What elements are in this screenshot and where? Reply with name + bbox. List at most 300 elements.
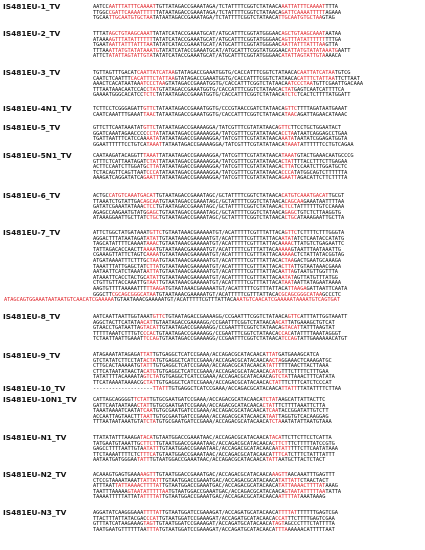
sequence-segment: AAACTCACATAATAA bbox=[93, 81, 141, 88]
target-site-segment: ATTA bbox=[146, 269, 159, 276]
sequence-label: IS481EU-5N1_TV bbox=[3, 151, 72, 160]
sequence-segment: ATAGAAATATAGAGA bbox=[93, 352, 141, 358]
target-site-segment: ATTTTAT bbox=[140, 494, 163, 501]
sequence-segment: TGTAATGGATCCGAAAGAT/ACCAGATGCATACAACA bbox=[162, 510, 279, 516]
sequence-segment: TGTGCGAATGATCCGAAA/ACCAGACGCATACAACA bbox=[152, 408, 266, 415]
sequence-segment: TCTACAGTTCAGTTAAT bbox=[93, 169, 147, 176]
target-site-segment: TTGCAATGTGCTAA bbox=[108, 15, 153, 22]
sequence-segment: TGTAATAGACCGAAATAGC/GCTATTTTCGGTCTATAACA bbox=[155, 193, 282, 199]
sequence-label: IS481EU-3_TV bbox=[3, 68, 61, 77]
sequence-segment: ATCTCAATACCATATG bbox=[293, 235, 345, 242]
sequence-segment: TATAATAGACCGAAATGGTG/CCCGTAACCGATCTATAACA bbox=[155, 106, 285, 112]
sequence-segment: TGTAATGGACCGAAATGAC/ACCAGACGCATACAACA bbox=[168, 488, 285, 495]
sequence-segment: TATAATAGACCGAAAAGGA/TATCGTTTCGTATATAACA bbox=[158, 175, 282, 182]
sequence-segment: TCCAATCTTGGATGCTC bbox=[293, 164, 348, 171]
sequence-segment: GAGTCAATCATTTTCA bbox=[293, 86, 345, 93]
sequence-segment: AATCC bbox=[93, 4, 109, 10]
target-site-segment: GTTC bbox=[143, 125, 156, 131]
sequence-segment: AAGCATTATTACTTC bbox=[278, 397, 326, 403]
target-site-segment: TAAC bbox=[143, 111, 156, 118]
sequence-segment: TCTAATTAATTGAAAT bbox=[93, 336, 144, 343]
target-site-segment: GTTC bbox=[287, 314, 301, 320]
sequence-segment: GATTCAATAATAAA bbox=[93, 402, 137, 409]
sequence-segment: AAAGATCAGGATATCA bbox=[93, 175, 144, 182]
sequence-segment: TATAATAGACCGAAAAGGA/TATCGTTTCGTATATAACA bbox=[158, 158, 282, 165]
sequence-segment: TGTAATGGACCGAAATAAC/ACCAGACGCATACAACA bbox=[149, 457, 266, 464]
target-site-segment: CCAC bbox=[143, 330, 156, 337]
sequence-segment: GATGAAAGCATCA bbox=[278, 352, 320, 358]
sequence-segment: TGTGCGAATGATCCGAAA/ACCAGACGCATACAACA bbox=[152, 413, 266, 420]
sequence-segment: TATGGCAGTCTTTTTTA bbox=[293, 169, 348, 176]
sequence-segment: TATATCATACCGAAATGCAT/ATGCATTTCGGTATGGGAAC bbox=[152, 36, 282, 43]
sequence-segment: TGTGAGGCTCATCCGAAA/ACCAGACGCATACAACA bbox=[155, 368, 269, 375]
sequence-segment: TGTAATGGACCGAAATAAC/ACCAGACGCATACAACA bbox=[158, 446, 276, 453]
target-site-segment: TATTAAAACTTTTAT bbox=[278, 483, 326, 490]
sequence-segment: TGTAATGGACCGAAATGAC/ACCAGACGCATACAACA bbox=[162, 477, 279, 484]
sequence-segment: TATTGAAAAAACATGT bbox=[297, 336, 348, 343]
target-site-segment: AATA bbox=[281, 136, 294, 143]
target-site-segment: TAAC bbox=[284, 111, 298, 118]
sequence-segment: GTATAGACCGAAATGGTG/CACCATTTCGGTCTATAACA bbox=[165, 81, 288, 88]
target-site-segment: TTTA bbox=[146, 526, 159, 533]
target-site-segment: TTTTAT bbox=[143, 510, 163, 516]
target-site-segment: TATTATT bbox=[140, 477, 163, 484]
target-site-segment: TCAA bbox=[140, 408, 153, 415]
target-site-segment: TAAAT bbox=[281, 153, 298, 159]
sequence-segment: GTACTGAAACAATGCCCG bbox=[297, 153, 354, 159]
target-site-segment: CTTCT bbox=[140, 440, 156, 447]
target-site-segment: GTCTA bbox=[271, 374, 288, 381]
sequence-segment: GTTCTTCAATAAATAT bbox=[93, 125, 144, 131]
sequence-line bbox=[93, 176, 347, 182]
sequence-segment: TTTCTTCAATATAAA bbox=[290, 446, 338, 453]
sequence-segment: AGCCCTTTCTATTTTA bbox=[284, 521, 335, 528]
sequence-segment: TTTTAACTTACTTAAA bbox=[278, 363, 329, 370]
sequence-segment: TGTAATAGACCGAAAAGG/CCGAATTTCGGTCTATAACA bbox=[158, 325, 282, 332]
target-site-segment: CCCA bbox=[281, 169, 294, 176]
target-site-segment: ATAT bbox=[281, 235, 294, 242]
target-site-segment: AATTATTTCAAAAT bbox=[281, 4, 326, 10]
sequence-segment: CTGTTGTTACCAAATTG bbox=[93, 280, 147, 287]
sequence-segment: AATAATTCATCTAAATA bbox=[93, 269, 147, 276]
sequence-segment: TGTAATAAACGAAAAATGT/ACATTTTTCGTTTATTACA bbox=[158, 258, 282, 264]
target-site-segment: ACTA bbox=[268, 357, 282, 364]
sequence-segment: ACAAAGTGAGTGAAA bbox=[93, 472, 141, 478]
target-site-segment: TACA bbox=[140, 435, 153, 441]
sequence-segment: TGCGT bbox=[328, 193, 345, 199]
sequence-segment: ATTTATTGGTAAATT bbox=[300, 314, 348, 320]
sequence-segment: GTTA bbox=[325, 42, 338, 49]
target-site-segment: GAATT bbox=[281, 175, 298, 182]
sequence-segment: ATATTTTAAATAGGGT bbox=[290, 330, 342, 337]
target-site-segment: ATAGCAGTGGAAATAATAATGTCAACATCGAAAAA bbox=[4, 297, 114, 304]
sequence-line bbox=[93, 113, 347, 119]
sequence-line bbox=[93, 93, 350, 99]
target-site-segment: CTAT bbox=[262, 402, 276, 409]
target-site-segment: GTTC bbox=[284, 106, 298, 112]
sequence-segment: AAAG bbox=[325, 483, 338, 490]
sequence-segment: CAATCAAATTTGAAAT bbox=[93, 111, 144, 118]
sequence-segment: GATTAATTCAATA bbox=[306, 286, 348, 292]
target-site-segment: AAAC bbox=[146, 241, 159, 248]
sequence-segment: TGTAATAAACGAAAAATGT/ACATTTTTCGTTTATTACA bbox=[158, 274, 282, 281]
sequence-segment: AAGTGTTTTAAAAATTT bbox=[93, 286, 147, 292]
target-site-segment: TTAT bbox=[140, 352, 153, 358]
sequence-segment: TTGGC bbox=[93, 9, 109, 16]
sequence-segment: AGGCTACTTCATATA bbox=[93, 319, 141, 326]
target-site-segment: TCTC bbox=[143, 92, 156, 99]
sequence-segment: AGAAA bbox=[325, 9, 342, 16]
sequence-segment: TAAATAAAATCAATA bbox=[93, 408, 141, 415]
target-site-segment: TATT bbox=[265, 457, 279, 464]
sequence-segment: TGTAATGGACCGAAATGAC/ACCAGACGCATACAACA bbox=[162, 494, 279, 501]
target-site-segment: CATGTCAAATGACAT bbox=[281, 193, 329, 199]
target-site-segment: AAAA bbox=[146, 252, 159, 259]
sequence-segment: TGTAATAGACCGAAATAGC/GCTATTTTCGGTCTATAACA bbox=[158, 215, 285, 222]
target-site-segment: TCCAG bbox=[143, 336, 159, 343]
sequence-segment: TTTAATAATAAATGTA bbox=[93, 419, 144, 426]
target-site-segment: GTTC bbox=[152, 314, 166, 320]
sequence-segment: TTTACCTTTCTTGAGAA bbox=[293, 158, 348, 165]
target-site-segment: AAAA bbox=[143, 246, 156, 253]
sequence-segment: TATGAAAGCTGTCAT bbox=[287, 319, 335, 326]
target-site-segment: GTAATATTTTTAA bbox=[127, 488, 169, 495]
target-site-segment: AGCTGTAAGCAAAT bbox=[281, 31, 326, 37]
sequence-segment: TGTGAGGCTCATCCGAAA/ACCAGACGCATACAACA bbox=[155, 357, 269, 364]
sequence-segment: TATATCATACCGAAATGCAT/ATGCATTTCGGTATGGGAAC bbox=[152, 42, 282, 49]
target-site-segment: CTTA bbox=[146, 263, 159, 270]
sequence-segment: TGTAATAAACGAAAAATGT/ACATTTTTCGTTTATTACA bbox=[155, 246, 279, 253]
sequence-segment: GACTGAATGCAAAGA bbox=[293, 258, 342, 264]
sequence-segment: TGTAATGGACCGAAATGAC/ACCAGACGCATACAACA bbox=[155, 472, 272, 478]
sequence-label: IS481EU-1_TV bbox=[3, 2, 61, 11]
target-site-segment: CACATTTCTATTAA bbox=[130, 75, 175, 82]
target-site-segment: CTAT bbox=[143, 380, 156, 386]
target-site-segment: CATG bbox=[268, 368, 282, 375]
sequence-segment: ATAAAGGAATTGCTTAT bbox=[93, 215, 147, 222]
sequence-segment: CAATCTCAATTT bbox=[93, 75, 131, 82]
sequence-segment: TGTGAGGCTCATCCGAAA/ACCAGACGCATACAACA bbox=[168, 386, 282, 392]
sequence-segment: TATTTAAGTAT bbox=[300, 325, 335, 332]
target-site-segment: ATAT bbox=[146, 274, 159, 281]
target-site-segment: CTAT bbox=[268, 380, 282, 386]
target-site-segment: CTAT bbox=[281, 86, 294, 93]
sequence-segment: TTATGTCTGAGAATTC bbox=[293, 241, 345, 248]
sequence-label: IS481EU-10_TV bbox=[3, 384, 66, 393]
sequence-segment: TGTTCGAATTGACAAA bbox=[312, 81, 363, 88]
target-site-segment: GTAATATTTTTAA bbox=[284, 488, 326, 495]
sequence-segment: TAAAATTTTTATTAT bbox=[93, 494, 141, 501]
sequence-segment: ATTCT bbox=[93, 53, 109, 60]
sequence-segment: TATAATAGACCGAAATGGTG/CACCATTTCGGTCTATAACA bbox=[155, 92, 285, 99]
target-site-segment: ATATT bbox=[275, 446, 291, 453]
target-site-segment: TAGT bbox=[143, 521, 156, 528]
target-site-segment: TATTATT bbox=[278, 477, 301, 484]
sequence-segment: TTTTTAAATCTTTGTC bbox=[93, 330, 144, 337]
sequence-segment: ATTTAAT bbox=[93, 483, 115, 490]
sequence-segment: GTATAGACCGAAATGGTG/CACCATTTCGGTCTATAACA bbox=[174, 70, 298, 76]
target-site-segment: TAAT bbox=[281, 280, 294, 287]
sequence-segment: CGAAAGTTATTCTAGTC bbox=[93, 252, 147, 259]
target-site-segment: TAAAT bbox=[143, 153, 159, 159]
sequence-segment: AGGATATCAAGGGAAA bbox=[93, 510, 144, 516]
sequence-line bbox=[93, 420, 332, 426]
target-site-segment: TATT bbox=[140, 363, 153, 370]
sequence-segment: TATAATAGACCGAAAAGGA/TATCGTTTCGTATATAACA bbox=[155, 125, 279, 131]
target-site-segment: TCTAT bbox=[133, 397, 150, 403]
sequence-label: IS481EU-2_TV bbox=[3, 29, 61, 38]
sequence-segment: GAAAATGGGCACATCC bbox=[93, 92, 144, 99]
sequence-line bbox=[93, 495, 325, 501]
sequence-segment: ATTCTGGCTATGATAAAT bbox=[93, 230, 150, 236]
sequence-segment: ATTTTTTCCTGTCAGAA bbox=[300, 141, 354, 148]
sequence-segment: TGTAATGGATCCGAAAGAT/ACCAGATGCATACAACA bbox=[158, 515, 276, 522]
sequence-segment: TATAATAGACCGAAAAGGA/TATCGTTTCGTATATAACA bbox=[158, 130, 282, 137]
sequence-segment: TGTCG bbox=[334, 70, 351, 76]
target-site-segment: ACAT bbox=[275, 319, 288, 326]
target-site-segment: CTTA bbox=[281, 263, 294, 270]
sequence-segment: TAATGAATGTTTTTTAA bbox=[93, 526, 147, 533]
sequence-segment: TATATCATACCGAAATGCAT/ATGCATTTCGGTATGGGAAC bbox=[152, 53, 282, 60]
target-site-segment: AATTATTTATTTAA bbox=[108, 42, 153, 49]
sequence-segment: GAAATAATTTTAA bbox=[303, 198, 345, 205]
target-site-segment: CCTA bbox=[281, 130, 294, 137]
target-site-segment: CCAT bbox=[146, 515, 159, 522]
sequence-segment: AATCAATTAATTGGTAAAT bbox=[93, 314, 153, 320]
target-site-segment: CAATTATCATAA bbox=[297, 70, 335, 76]
sequence-segment: TCTTTTCTTTGGGTA bbox=[297, 230, 345, 236]
target-site-segment: TAAT bbox=[140, 413, 153, 420]
sequence-segment: TGAAT bbox=[93, 42, 109, 49]
sequence-segment: TGTTATAGACCGAAATAGA/TCTATTTTCGGTCTATAACA bbox=[155, 4, 282, 10]
sequence-line bbox=[93, 54, 341, 60]
sequence-segment: GTAATTTAATAAATTG bbox=[290, 246, 342, 253]
sequence-segment: TGTGAGGCTCATCCGAAA/ACCAGACGCATACAACA bbox=[152, 352, 266, 358]
sequence-segment: GGGCTT bbox=[93, 291, 112, 298]
sequence-segment: ATAAAGAATTGCTTA bbox=[297, 215, 345, 222]
target-site-segment: CTCC bbox=[143, 204, 156, 211]
sequence-segment: TGTAATAGACCGAAAAGG/CCGAATTTCGGTCTATAACA bbox=[158, 336, 282, 343]
sequence-line bbox=[93, 216, 344, 222]
target-site-segment: TTTA bbox=[275, 526, 288, 533]
sequence-segment: GGAAACTCAAAGATGC bbox=[281, 357, 332, 364]
sequence-segment: TAGGTGTCACAAGGAG bbox=[278, 413, 329, 420]
sequence-segment: AGAGCCAAGAATGTATG bbox=[93, 209, 147, 216]
sequence-segment: AAATAAAG bbox=[300, 494, 326, 501]
sequence-segment: TGTAATAGACCGAAAAGG/CCGAATTTCGGTCTATAACA bbox=[152, 319, 276, 326]
sequence-line bbox=[93, 458, 325, 464]
sequence-segment: TTCTTAAT bbox=[334, 75, 360, 82]
sequence-segment: ------------------- bbox=[93, 386, 153, 392]
sequence-label: IS481EU-6_TV bbox=[3, 191, 61, 200]
target-site-segment: GAGC bbox=[146, 209, 159, 216]
target-site-segment: CAATTATCATAA bbox=[136, 70, 175, 76]
sequence-segment: AAACA bbox=[325, 53, 342, 60]
sequence-segment: TGTAATAAACGAAAAATGT/ACATTTTTCGTTTATTACA bbox=[155, 291, 279, 298]
target-site-segment: ATATT bbox=[143, 446, 159, 453]
sequence-segment: TATTA bbox=[325, 488, 342, 495]
sequence-segment: TATGAATGTAAATTG bbox=[93, 440, 141, 447]
sequence-line bbox=[93, 528, 335, 534]
sequence-segment: TGTGAGGCTCATCCGAAA/ACCAGACGCATACAACA bbox=[158, 374, 272, 381]
sequence-segment: TGTAATGGACCGAAATAAC/ACCAGACGCATACAACA bbox=[155, 451, 272, 458]
sequence-segment: CTCCGTAAAATAAAT bbox=[93, 477, 141, 484]
target-site-segment: CCTA bbox=[146, 130, 159, 137]
target-site-segment: CTAA bbox=[281, 258, 294, 264]
sequence-segment: AACAAATTTGAGTTT bbox=[287, 472, 335, 478]
sequence-segment: TGTAATGGACCGAAATAAC/ACCAGACGCATACAACA bbox=[152, 435, 269, 441]
sequence-segment: TGTAATAAACGAAAAATGT/ACATTTTTCGTTTATTACA bbox=[162, 230, 285, 236]
target-site-segment: CTGC bbox=[284, 215, 298, 222]
sequence-label: IS481EU-N3_TV bbox=[3, 508, 67, 517]
sequence-label: IS481EU-N2_TV bbox=[3, 470, 67, 479]
sequence-segment: GCCCTC bbox=[322, 291, 342, 298]
sequence-segment: TTTTAGATAATGAAAT bbox=[297, 106, 348, 112]
sequence-segment: TGATTAATTTCATCCAA bbox=[93, 136, 147, 143]
target-site-segment: GTTC bbox=[278, 125, 291, 131]
target-site-segment: TAAAT bbox=[146, 141, 163, 148]
target-site-segment: CATG bbox=[143, 368, 156, 375]
target-site-segment: CTGC bbox=[146, 215, 159, 222]
sequence-segment: AATGCTTACTCTACT bbox=[278, 457, 326, 464]
sequence-segment: TGTAATAAACGAAAAATGT/ACATTTTTCGTTTATTACA bbox=[158, 235, 282, 242]
sequence-segment: TTTAATAAACAATCCAC bbox=[93, 86, 147, 93]
target-site-segment: GAATT bbox=[143, 175, 159, 182]
sequence-segment: TATATTTTACAAAATA bbox=[93, 374, 144, 381]
sequence-segment: TATAATAGACCGAAATGGTG/CACCATTTCGGTCTATAACA bbox=[155, 111, 285, 118]
target-site-segment: TAAT bbox=[265, 413, 279, 420]
target-site-segment: AGCTGTAAGCAAAT bbox=[108, 31, 153, 37]
sequence-label: IS481EU-10N1_TV bbox=[3, 395, 77, 404]
sequence-segment: TAGCATATTTTCAAAAT bbox=[93, 241, 147, 248]
sequence-segment: TGTGCGAATGATCCGAAA/ACCAGACGCATACAACA bbox=[149, 397, 263, 403]
target-site-segment: CGCAGCGGGCATAA bbox=[278, 291, 323, 298]
target-site-segment: TTTCA bbox=[271, 451, 288, 458]
sequence-segment: TTATATTTTCTTAA bbox=[297, 386, 342, 392]
target-site-segment: TCTC bbox=[284, 92, 298, 99]
sequence-line bbox=[4, 298, 340, 304]
sequence-segment: TATAATAGACCGAAATAGA/TCTATTTTCGGTCTATAACA bbox=[155, 9, 282, 16]
target-site-segment: CCCA bbox=[146, 169, 159, 176]
target-site-segment: GTACAT bbox=[140, 325, 159, 332]
sequence-segment: AGTTATGTTTATGG bbox=[293, 274, 338, 281]
sequence-segment: GTAACCTGATAATTA bbox=[93, 325, 141, 332]
target-site-segment: CCAT bbox=[275, 515, 288, 522]
sequence-segment: TTGTAATAAACGAAA bbox=[293, 263, 342, 270]
target-site-segment: TAAT bbox=[146, 280, 159, 287]
sequence-segment: TATATCATACCGAAATGCAT/ATGCATTTCGGTATGGGAAC bbox=[158, 47, 288, 54]
target-site-segment: TCCAG bbox=[281, 336, 298, 343]
sequence-segment: TTCTAAAATTTTCTC bbox=[93, 451, 141, 458]
sequence-segment: TGTAATGGATCCGAAAGAT/ACCAGATGCATACAACA bbox=[158, 526, 276, 533]
sequence-segment: TTAAACTTTCATATA bbox=[287, 374, 335, 381]
target-site-segment: ATCCCTAA bbox=[287, 81, 313, 88]
target-site-segment: TTAAGA bbox=[146, 286, 166, 292]
sequence-line bbox=[93, 387, 341, 393]
sequence-segment: TGTAATAAACGAAAAATGT/ACATTTTTCGTTTATTACA bbox=[158, 269, 282, 276]
target-site-segment: TATTAAAACTTTTAT bbox=[114, 483, 163, 490]
target-site-segment: CTTA bbox=[281, 164, 294, 171]
target-site-segment: TCTA bbox=[143, 419, 156, 426]
target-site-segment: ATTATGTATATAAATG bbox=[108, 47, 159, 54]
target-site-segment: ATATTAGTATTGTA bbox=[108, 53, 153, 60]
sequence-segment: TTCATAAAATAAAACG bbox=[93, 380, 144, 386]
sequence-segment: CAATAAGATACAGGTT bbox=[93, 153, 144, 159]
sequence-segment: TGTGCGAATGATCCGAAA/ACCAGACGCATACAACA bbox=[149, 402, 263, 409]
sequence-segment: TTATATATTTAAAGA bbox=[93, 435, 141, 441]
sequence-segment: CATTAGCAGGGGT bbox=[93, 397, 134, 403]
sequence-label: IS481EU-N1_TV bbox=[3, 433, 67, 442]
target-site-segment: ATATTAGTATTGTA bbox=[281, 53, 326, 60]
sequence-segment: TTCCTGCTGGAATACT bbox=[290, 125, 342, 131]
target-site-segment: TACA bbox=[268, 435, 282, 441]
sequence-label: IS481EU-4N1_TV bbox=[3, 104, 72, 113]
target-site-segment: TTTCA bbox=[140, 451, 156, 458]
sequence-segment: GTAG bbox=[322, 15, 335, 22]
sequence-segment: AGGACTTTATAATAGAT bbox=[93, 235, 147, 242]
target-site-segment: TAGT bbox=[271, 521, 285, 528]
target-site-segment: TCAA bbox=[265, 408, 279, 415]
sequence-segment: ACTTCCAATCTTGGATG bbox=[93, 164, 147, 171]
sequence-segment: CTTGCACTAAAAATG bbox=[93, 363, 141, 370]
sequence-label: IS481EU-8_TV bbox=[3, 312, 61, 321]
sequence-segment: TGTAATAAACGAAAAATGT/ACATTTTTCGTTTATTACA bbox=[158, 263, 282, 270]
sequence-line bbox=[93, 337, 347, 343]
sequence-segment: TTCTTTCATCTCCCAT bbox=[281, 380, 332, 386]
sequence-label: IS481EU-9_TV bbox=[3, 351, 61, 360]
sequence-segment: AGACATTCTTCTTTTA bbox=[297, 175, 348, 182]
sequence-segment: ATAAATTCACCTACTGC bbox=[93, 274, 147, 281]
sequence-segment: AATATATTAATGTAAA bbox=[281, 419, 332, 426]
sequence-segment: GTATAGACCGAAATGGTG/CACCATTTCGGTCTATAACA bbox=[158, 86, 282, 93]
target-site-segment: CATTTCTATTAA bbox=[297, 75, 335, 82]
sequence-segment: TATATCATACCGAAATGCAT/ATGCATTTCGGTATGGGAAC bbox=[152, 31, 282, 37]
target-site-segment: TATT bbox=[265, 363, 279, 370]
sequence-segment: ACCAATTAGTAACTT bbox=[93, 413, 141, 420]
target-site-segment: AATTATTTATTTAA bbox=[281, 42, 326, 49]
sequence-label: IS481EU-5_TV bbox=[3, 123, 61, 132]
sequence-segment: AATAATGATGGGAA bbox=[93, 457, 137, 464]
target-site-segment: TATT bbox=[136, 457, 150, 464]
sequence-segment: TGTAATGGACCGAAATGAC/ACCAGACGCATACAACA bbox=[162, 483, 279, 490]
sequence-segment: TGTGAGGCTCATCCGAAA/ACCAGACGCATACAACA bbox=[155, 380, 269, 386]
target-site-segment: CTAT bbox=[281, 158, 294, 165]
sequence-segment: TAATTTAAAAA bbox=[93, 488, 128, 495]
sequence-segment: CTCTATTATACGGTAG bbox=[293, 252, 345, 259]
sequence-segment: TGTAATGGATCCGAAAGAT/ACCAGATGCATACAACA bbox=[155, 521, 272, 528]
sequence-segment: TGTCTCTTAAGGTG bbox=[297, 209, 342, 216]
sequence-segment: TGTAATAAACGAAAAATGT/ACATTTTTCGTTTATTACA bbox=[158, 241, 282, 248]
sequence-segment: TTTA bbox=[325, 4, 338, 10]
sequence-segment: TGTAATAGACCGAAAAGG/CCGAATTTCGGTCTATAACA bbox=[155, 330, 279, 337]
sequence-segment: GAGCCTTTTAATTGTA bbox=[93, 446, 144, 453]
sequence-segment: CTAACTACT bbox=[300, 477, 329, 484]
sequence-segment: TAAATTTATTGAGCTAT bbox=[93, 263, 147, 270]
sequence-segment: GTTTATCATAAGAAAG bbox=[93, 521, 144, 528]
sequence-segment: TGTAATGGACCGAAATAAC/ACCAGACGCATACAACA bbox=[155, 440, 272, 447]
sequence-segment: CTTCATAATATAACTA bbox=[93, 368, 144, 375]
sequence-segment: TGTAATAGACCGAAATAGC/GCTATTTTCGGTCTATAACA bbox=[158, 198, 285, 205]
target-site-segment: TTAAGA bbox=[287, 286, 307, 292]
target-site-segment: GTTC bbox=[284, 230, 298, 236]
target-site-segment: AAGTT bbox=[140, 472, 156, 478]
sequence-segment: TCACTCTTTTATGGATT bbox=[297, 92, 351, 99]
target-site-segment: TAAAT bbox=[284, 141, 301, 148]
sequence-segment: TTAAATCTGTATTGA bbox=[93, 198, 141, 205]
sequence-segment: TATTAGACACCAACTT bbox=[93, 246, 144, 253]
sequence-segment: TACCGGATATTGTCTT bbox=[278, 408, 329, 415]
sequence-segment: ATGATAAAATTTCTTTG bbox=[93, 258, 147, 264]
